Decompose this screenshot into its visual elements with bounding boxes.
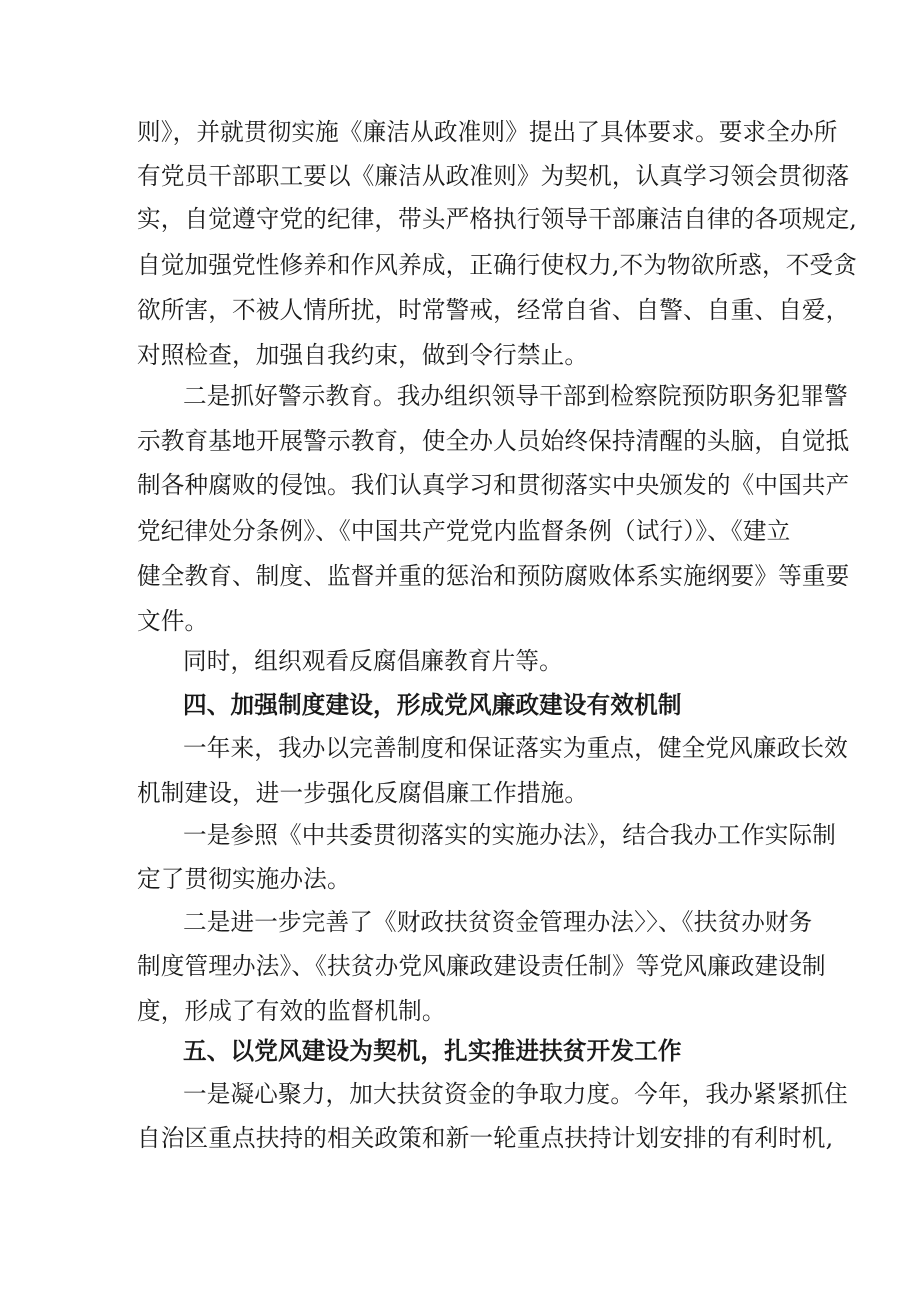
text-line: 二是进一步完善了《财政扶贫资金管理办法〉〉、《扶贫办财务 [183,908,813,936]
text-line: 制度管理办法》、《扶贫办党风廉政建设责任制》等党风廉政建设制 [137,952,826,980]
text-line: 则》，并就贯彻实施《廉洁从政准则》提出了具体要求。要求全办所 [137,118,838,146]
text-line: 二是抓好警示教育。我办组织领导干部到检察院预防职务犯罪警 [183,382,848,410]
text-line: 自觉加强党性修养和作风养成，正确行使权力,不为物欲所惑，不受贪 [137,251,857,279]
text-line: 对照检查，加强自我约束，做到令行禁止。 [137,341,589,369]
section-heading: 四、加强制度建设，形成党风廉政建设有效机制 [183,691,682,719]
text-line: 制各种腐败的侵蚀。我们认真学习和贯彻落实中央颁发的《中国共产 [137,471,850,499]
text-line: 有党员干部职工要以《廉洁从政准则》为契机，认真学习领会贯彻落 [137,162,850,190]
text-line: 文件。 [137,607,209,635]
text-line: 健全教育、制度、监督并重的惩治和预防腐败体系实施纲要》等重要 [137,562,850,590]
text-line: 欲所害，不被人情所扰，时常警戒，经常自省、自警、自重、自爱， [137,296,850,324]
text-line: 党纪律处分条例》、《中国共产党党内监督条例（试行）》、《建立 [137,517,791,545]
text-line: 实，自觉遵守党的纪律，带头严格执行领导干部廉洁自律的各项规定, [137,205,857,233]
text-line: 示教育基地开展警示教育，使全办人员始终保持清醒的头脑，自觉抵 [137,427,850,455]
section-heading: 五、以党风建设为契机，扎实推进扶贫开发工作 [183,1037,682,1065]
text-line: 一年来，我办以完善制度和保证落实为重点，健全党风廉政长效 [183,734,848,762]
text-line: 机制建设，进一步强化反腐倡廉工作措施。 [137,779,589,807]
text-line: 一是凝心聚力，加大扶贫资金的争取力度。今年，我办紧紧抓住 [183,1080,848,1108]
text-line: 同时，组织观看反腐倡廉教育片等。 [183,647,563,675]
text-line: 度，形成了有效的监督机制。 [137,997,446,1025]
text-line: 定了贯彻实施办法。 [137,865,351,893]
text-line: 自治区重点扶持的相关政策和新一轮重点扶持计划安排的有利时机, [137,1124,834,1152]
text-line: 一是参照《中共委贯彻落实的实施办法》，结合我办工作实际制 [183,821,837,849]
